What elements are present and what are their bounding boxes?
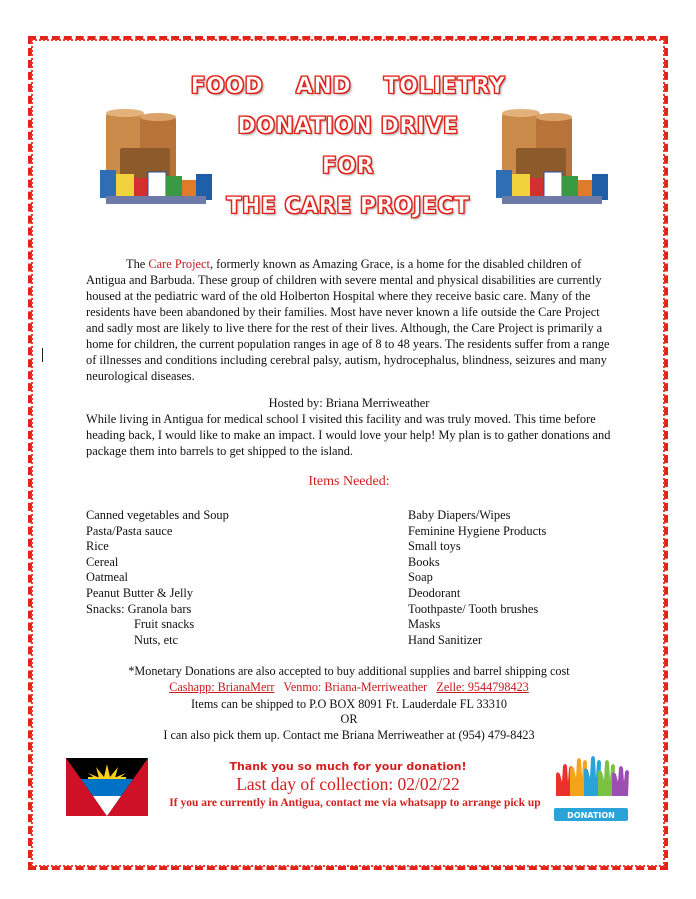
list-item: Soap [408, 570, 433, 585]
zelle-number[interactable]: Zelle: 9544798423 [436, 680, 529, 694]
or-separator: OR [340, 712, 358, 726]
antigua-flag-icon [66, 758, 148, 816]
list-item: Rice [86, 539, 109, 554]
list-item: Snacks: Granola bars [86, 601, 192, 616]
list-item: Feminine Hygiene Products [408, 523, 547, 538]
list-item: Peanut Butter & Jelly [86, 585, 194, 600]
title-line-1: FOOD AND TOLIETRY [190, 74, 506, 99]
care-project-name: Care Project [148, 257, 210, 271]
items-list-right [408, 508, 546, 648]
antigua-pickup-note: If you are currently in Antigua, contact me via whatsapp to arrange pick up [169, 797, 541, 809]
intro-text-before: The [126, 257, 149, 271]
intro-text-after: , formerly known as Amazing Grace, is a home for the disabled children of Antigua and Barbuda. These group of children with severe mental and physical disabilities are currently housed at the pediatric ward of the old Holberton Hospital where they receive basic care. Many of the residents have been abandoned by their families. Most have never known a life outside the Care Project and sadly most are likely to live there for the rest of their lives. Although, the Care Project is primarily a home for children, the current population ranges in age of 8 to 48 years. The residents suffer from a range of illnesses and conditions including cerebral palsy, autism, hydrocephalus, blindness, seizures and many neurological diseases. [86, 257, 610, 383]
text-cursor-mark [42, 348, 43, 362]
hosted-by: Hosted by: Briana Merriweather [268, 396, 430, 410]
donation-hands-logo-icon [550, 752, 632, 824]
cashapp-handle[interactable]: Cashapp: BrianaMerr [169, 680, 275, 694]
title-line-2: DONATION DRIVE [237, 114, 459, 139]
list-item: Small toys [408, 539, 461, 554]
intro-paragraph [86, 256, 612, 384]
pickup-contact: I can also pick them up. Contact me Briana Merriweather at (954) 479-8423 [163, 728, 535, 742]
list-item: Toothpaste/ Tooth brushes [408, 601, 539, 616]
shipping-address: Items can be shipped to P.O BOX 8091 Ft. Lauderdale FL 33310 [190, 697, 508, 711]
list-subitem: Fruit snacks [134, 617, 195, 632]
list-item: Canned vegetables and Soup [86, 508, 229, 522]
venmo-handle[interactable]: Venmo: Briana-Merriweather [283, 680, 428, 694]
payment-methods [86, 680, 612, 695]
host-story: While living in Antigua for medical school I visited this facility and was truly moved. This time before heading back, I would like to make an impact. I would love your help! My plan is to gather donations and package them into barrels to get shipped to the island. [86, 412, 611, 458]
donation-logo-label: DONATION [567, 811, 615, 820]
title-line-4: THE CARE PROJECT [226, 194, 470, 219]
list-item: Baby Diapers/Wipes [408, 508, 511, 522]
title-line-3: FOR [321, 154, 375, 179]
list-item: Deodorant [408, 585, 461, 600]
list-item: Pasta/Pasta sauce [86, 523, 173, 538]
list-item: Hand Sanitizer [408, 632, 482, 647]
list-item: Cereal [86, 554, 119, 569]
items-needed-heading: Items Needed: [308, 474, 390, 489]
items-list-left [86, 508, 229, 648]
list-item: Oatmeal [86, 570, 128, 585]
monetary-donations-note: *Monetary Donations are also accepted to buy additional supplies and barrel shipping cost [128, 664, 570, 678]
list-subitem: Nuts, etc [134, 632, 179, 647]
list-item: Masks [408, 617, 441, 632]
thank-you-message: Thank you so much for your donation! [229, 760, 467, 773]
list-item: Books [408, 554, 440, 569]
last-day-of-collection: Last day of collection: 02/02/22 [236, 774, 460, 794]
